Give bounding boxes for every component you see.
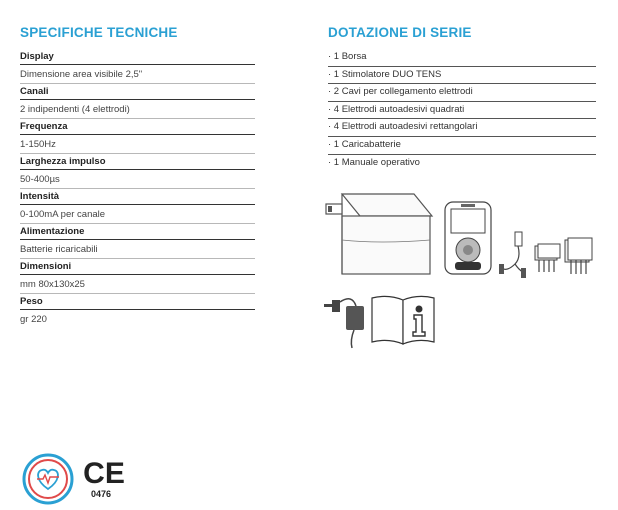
spec-value-dimensioni: mm 80x130x25: [20, 275, 255, 294]
kit-item: · 1 Manuale operativo: [328, 156, 420, 168]
kit-item: · 1 Caricabatterie: [328, 137, 596, 155]
kit-list: [328, 49, 596, 172]
spec-label-frequenza: Frequenza: [20, 119, 255, 135]
ce-mark: [83, 456, 125, 488]
spec-label-dimensioni: Dimensioni: [20, 259, 255, 275]
spec-label-display: Display: [20, 49, 255, 65]
spec-label-larghezza: Larghezza impulso: [20, 154, 255, 170]
spec-label-intensita: Intensità: [20, 189, 255, 205]
spec-value-display: Dimensione area visibile 2,5": [20, 65, 255, 84]
kit-item: · 1 Stimolatore DUO TENS: [328, 67, 596, 85]
charger-icon: [322, 292, 368, 352]
kit-title: DOTAZIONE DI SERIE: [328, 25, 472, 40]
spec-label-alimentazione: Alimentazione: [20, 224, 255, 240]
specs-table: [20, 49, 255, 329]
ce-mark-text: CE: [83, 457, 125, 488]
spec-value-intensita: 0-100mA per canale: [20, 205, 255, 224]
kit-item: · 4 Elettrodi autoadesivi quadrati: [328, 102, 596, 120]
bag-icon: [322, 190, 434, 278]
manual-icon: [368, 292, 438, 350]
cable-icon: [497, 228, 531, 280]
square-electrodes-icon: [533, 242, 561, 276]
spec-value-frequenza: 1-150Hz: [20, 135, 255, 154]
ce-number: 0476: [91, 489, 112, 499]
spec-value-peso: gr 220: [20, 314, 47, 325]
spec-label-peso: Peso: [20, 294, 255, 310]
kit-item: · 1 Borsa: [328, 49, 596, 67]
rectangular-electrodes-icon: [563, 236, 593, 278]
stimulator-device-icon: [443, 200, 493, 276]
kit-item: · 2 Cavi per collegamento elettrodi: [328, 84, 596, 102]
medical-device-seal-icon: [22, 453, 74, 505]
spec-value-alimentazione: Batterie ricaricabili: [20, 240, 255, 259]
specs-title: SPECIFICHE TECNICHE: [20, 25, 178, 40]
spec-value-larghezza: 50-400µs: [20, 170, 255, 189]
spec-value-canali: 2 indipendenti (4 elettrodi): [20, 100, 255, 119]
spec-label-canali: Canali: [20, 84, 255, 100]
kit-item: · 4 Elettrodi autoadesivi rettangolari: [328, 119, 596, 137]
